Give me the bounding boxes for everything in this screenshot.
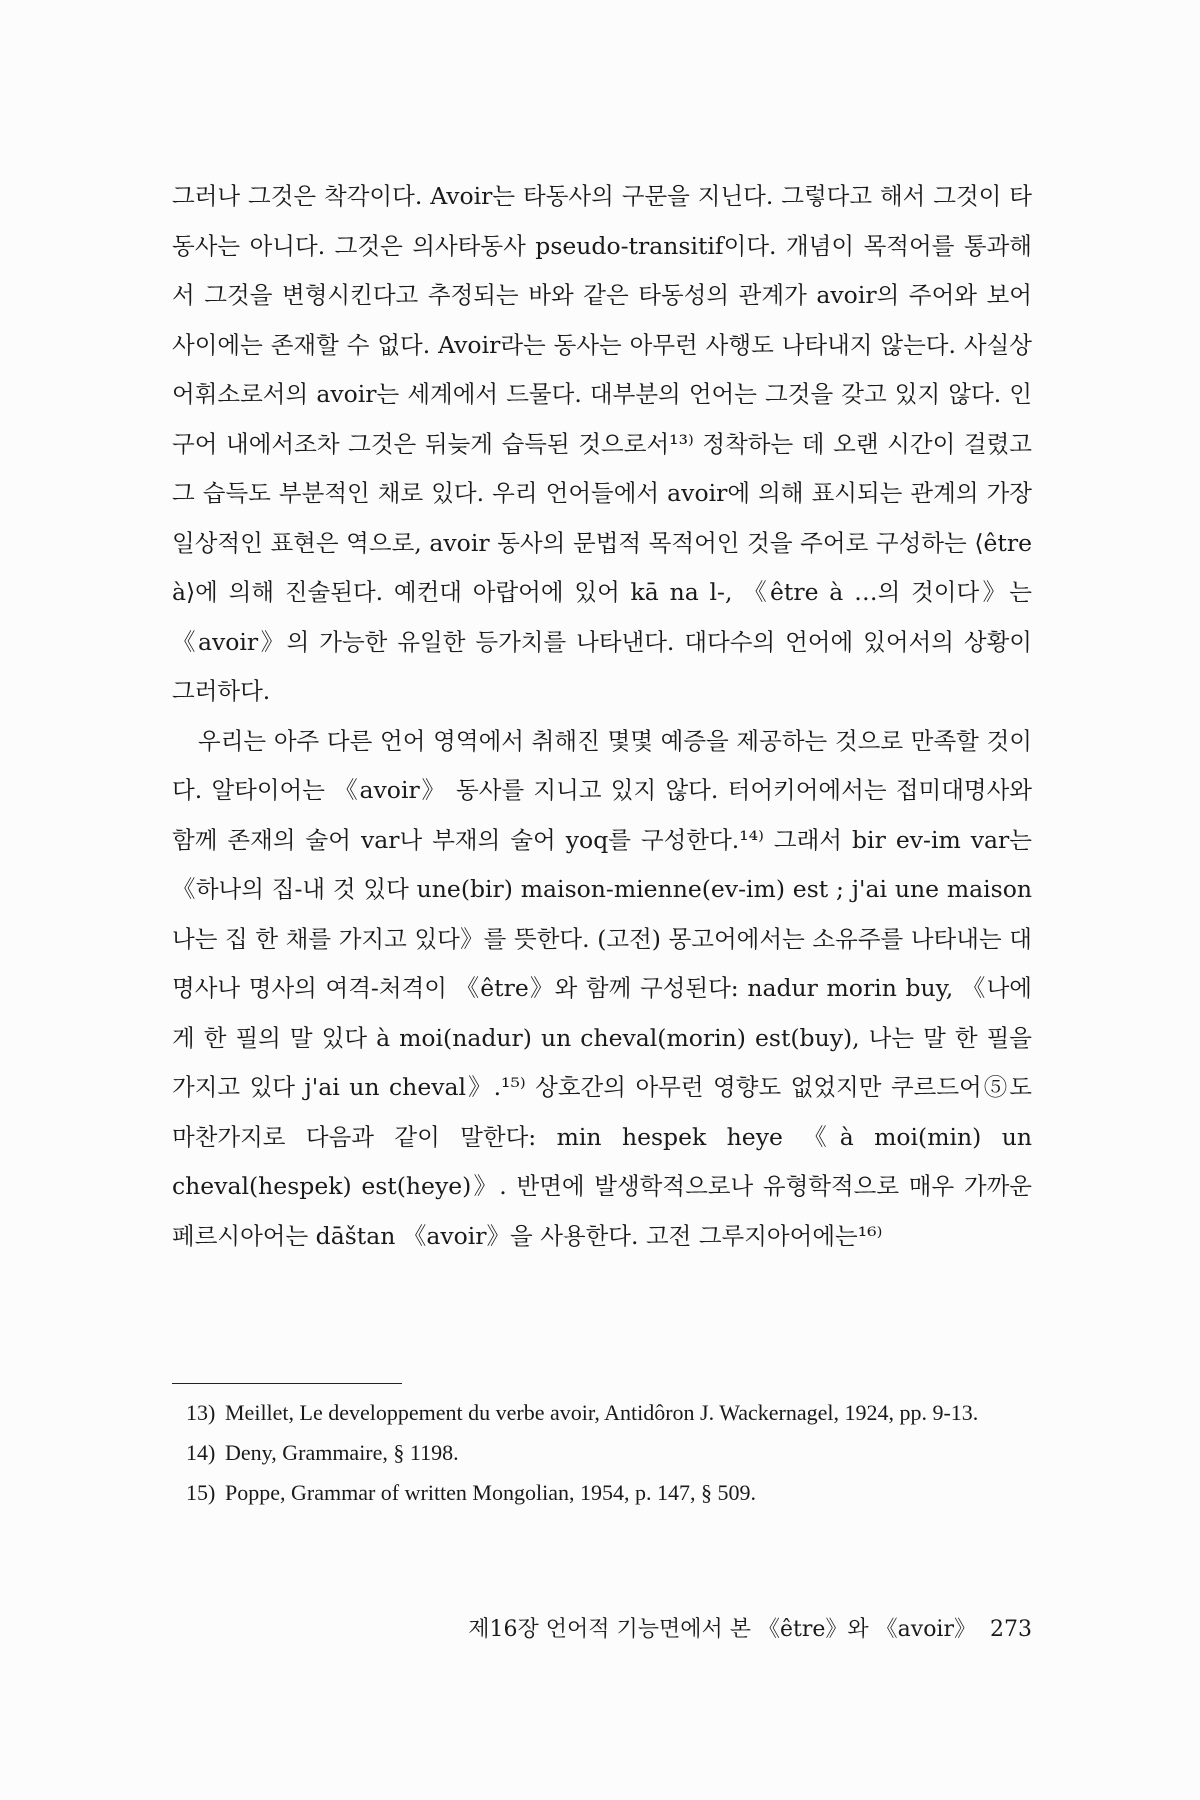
running-title: 제16장 언어적 기능면에서 본 《être》와 《avoir》 (468, 1617, 976, 1642)
footnote-14-text: Deny, Grammaire, § 1198. (225, 1440, 459, 1465)
footnote-13-number: 13) (186, 1400, 216, 1425)
footnotes-section (186, 1396, 1032, 1516)
paragraph-1: 그러나 그것은 착각이다. Avoir는 타동사의 구문을 지닌다. 그렇다고 해서 그것이 타동사는 아니다. 그것은 의사타동사 pseudo-transitif이다. 개념이 목적어를 통과해서 그것을 변형시킨다고 추정되는 바와 같은 타동성의 관계가 avoir의 주어와 보어 사이에는 존재할 수 없다. Avoir라는 동사는 아무런 사행도 나타내지 않는다. 사실상 어휘소로서의 avoir는 세계에서 드물다. 대부분의 언어는 그것을 갖고 있지 않다. 인구어 내에서조차 그것은 뒤늦게 습득된 것으로서¹³⁾ 정착하는 데 오랜 시간이 걸렸고 그 습득도 부분적인 채로 있다. 우리 언어들에서 avoir에 의해 표시되는 관계의 가장 일상적인 표현은 역으로, avoir 동사의 문법적 목적어인 것을 주어로 구성하는 ⟨être à⟩에 의해 진술된다. 예컨대 아랍어에 있어 kā na l-, 《être à …의 것이다》는 《avoir》의 가능한 유일한 등가치를 나타낸다. 대다수의 언어에 있어서의 상황이 그러하다. (172, 182, 1032, 705)
footnote-13 (186, 1396, 1032, 1430)
footnote-divider (172, 1383, 402, 1384)
main-text-block (172, 172, 1032, 1261)
page-number: 273 (990, 1617, 1032, 1642)
footnote-15 (186, 1476, 1032, 1510)
paragraph-2: 우리는 아주 다른 언어 영역에서 취해진 몇몇 예증을 제공하는 것으로 만족할 것이다. 알타이어는 《avoir》 동사를 지니고 있지 않다. 터어키어에서는 접미대명사와 함께 존재의 술어 var나 부재의 술어 yoq를 구성한다.¹⁴⁾ 그래서 bir ev-im var는 《하나의 집-내 것 있다 une(bir) maison-mienne(ev-im) est ; j'ai une maison 나는 집 한 채를 가지고 있다》를 뜻한다. (고전) 몽고어에서는 소유주를 나타내는 대명사나 명사의 여격-처격이 《être》와 함께 구성된다: nadur morin buy, 《나에게 한 필의 말 있다 à moi(nadur) un cheval(morin) est(buy), 나는 말 한 필을 가지고 있다 j'ai un cheval》.¹⁵⁾ 상호간의 아무런 영향도 없었지만 쿠르드어⑤도 마찬가지로 다음과 같이 말한다: min hespek heye 《à moi(min) un cheval(hespek) est(heye)》. 반면에 발생학적으로나 유형학적으로 매우 가까운 페르시아어는 dāštan 《avoir》을 사용한다. 고전 그루지아어에는¹⁶⁾ (172, 726, 1032, 1250)
footnote-15-text: Poppe, Grammar of written Mongolian, 1954, p. 147, § 509. (225, 1480, 756, 1505)
footnote-14 (186, 1436, 1032, 1470)
running-footer (370, 1615, 1032, 1645)
footnote-13-text: Meillet, Le developpement du verbe avoir, Antidôron J. Wackernagel, 1924, pp. 9-13. (225, 1400, 979, 1425)
footnote-15-number: 15) (186, 1480, 216, 1505)
footnote-14-number: 14) (186, 1440, 216, 1465)
